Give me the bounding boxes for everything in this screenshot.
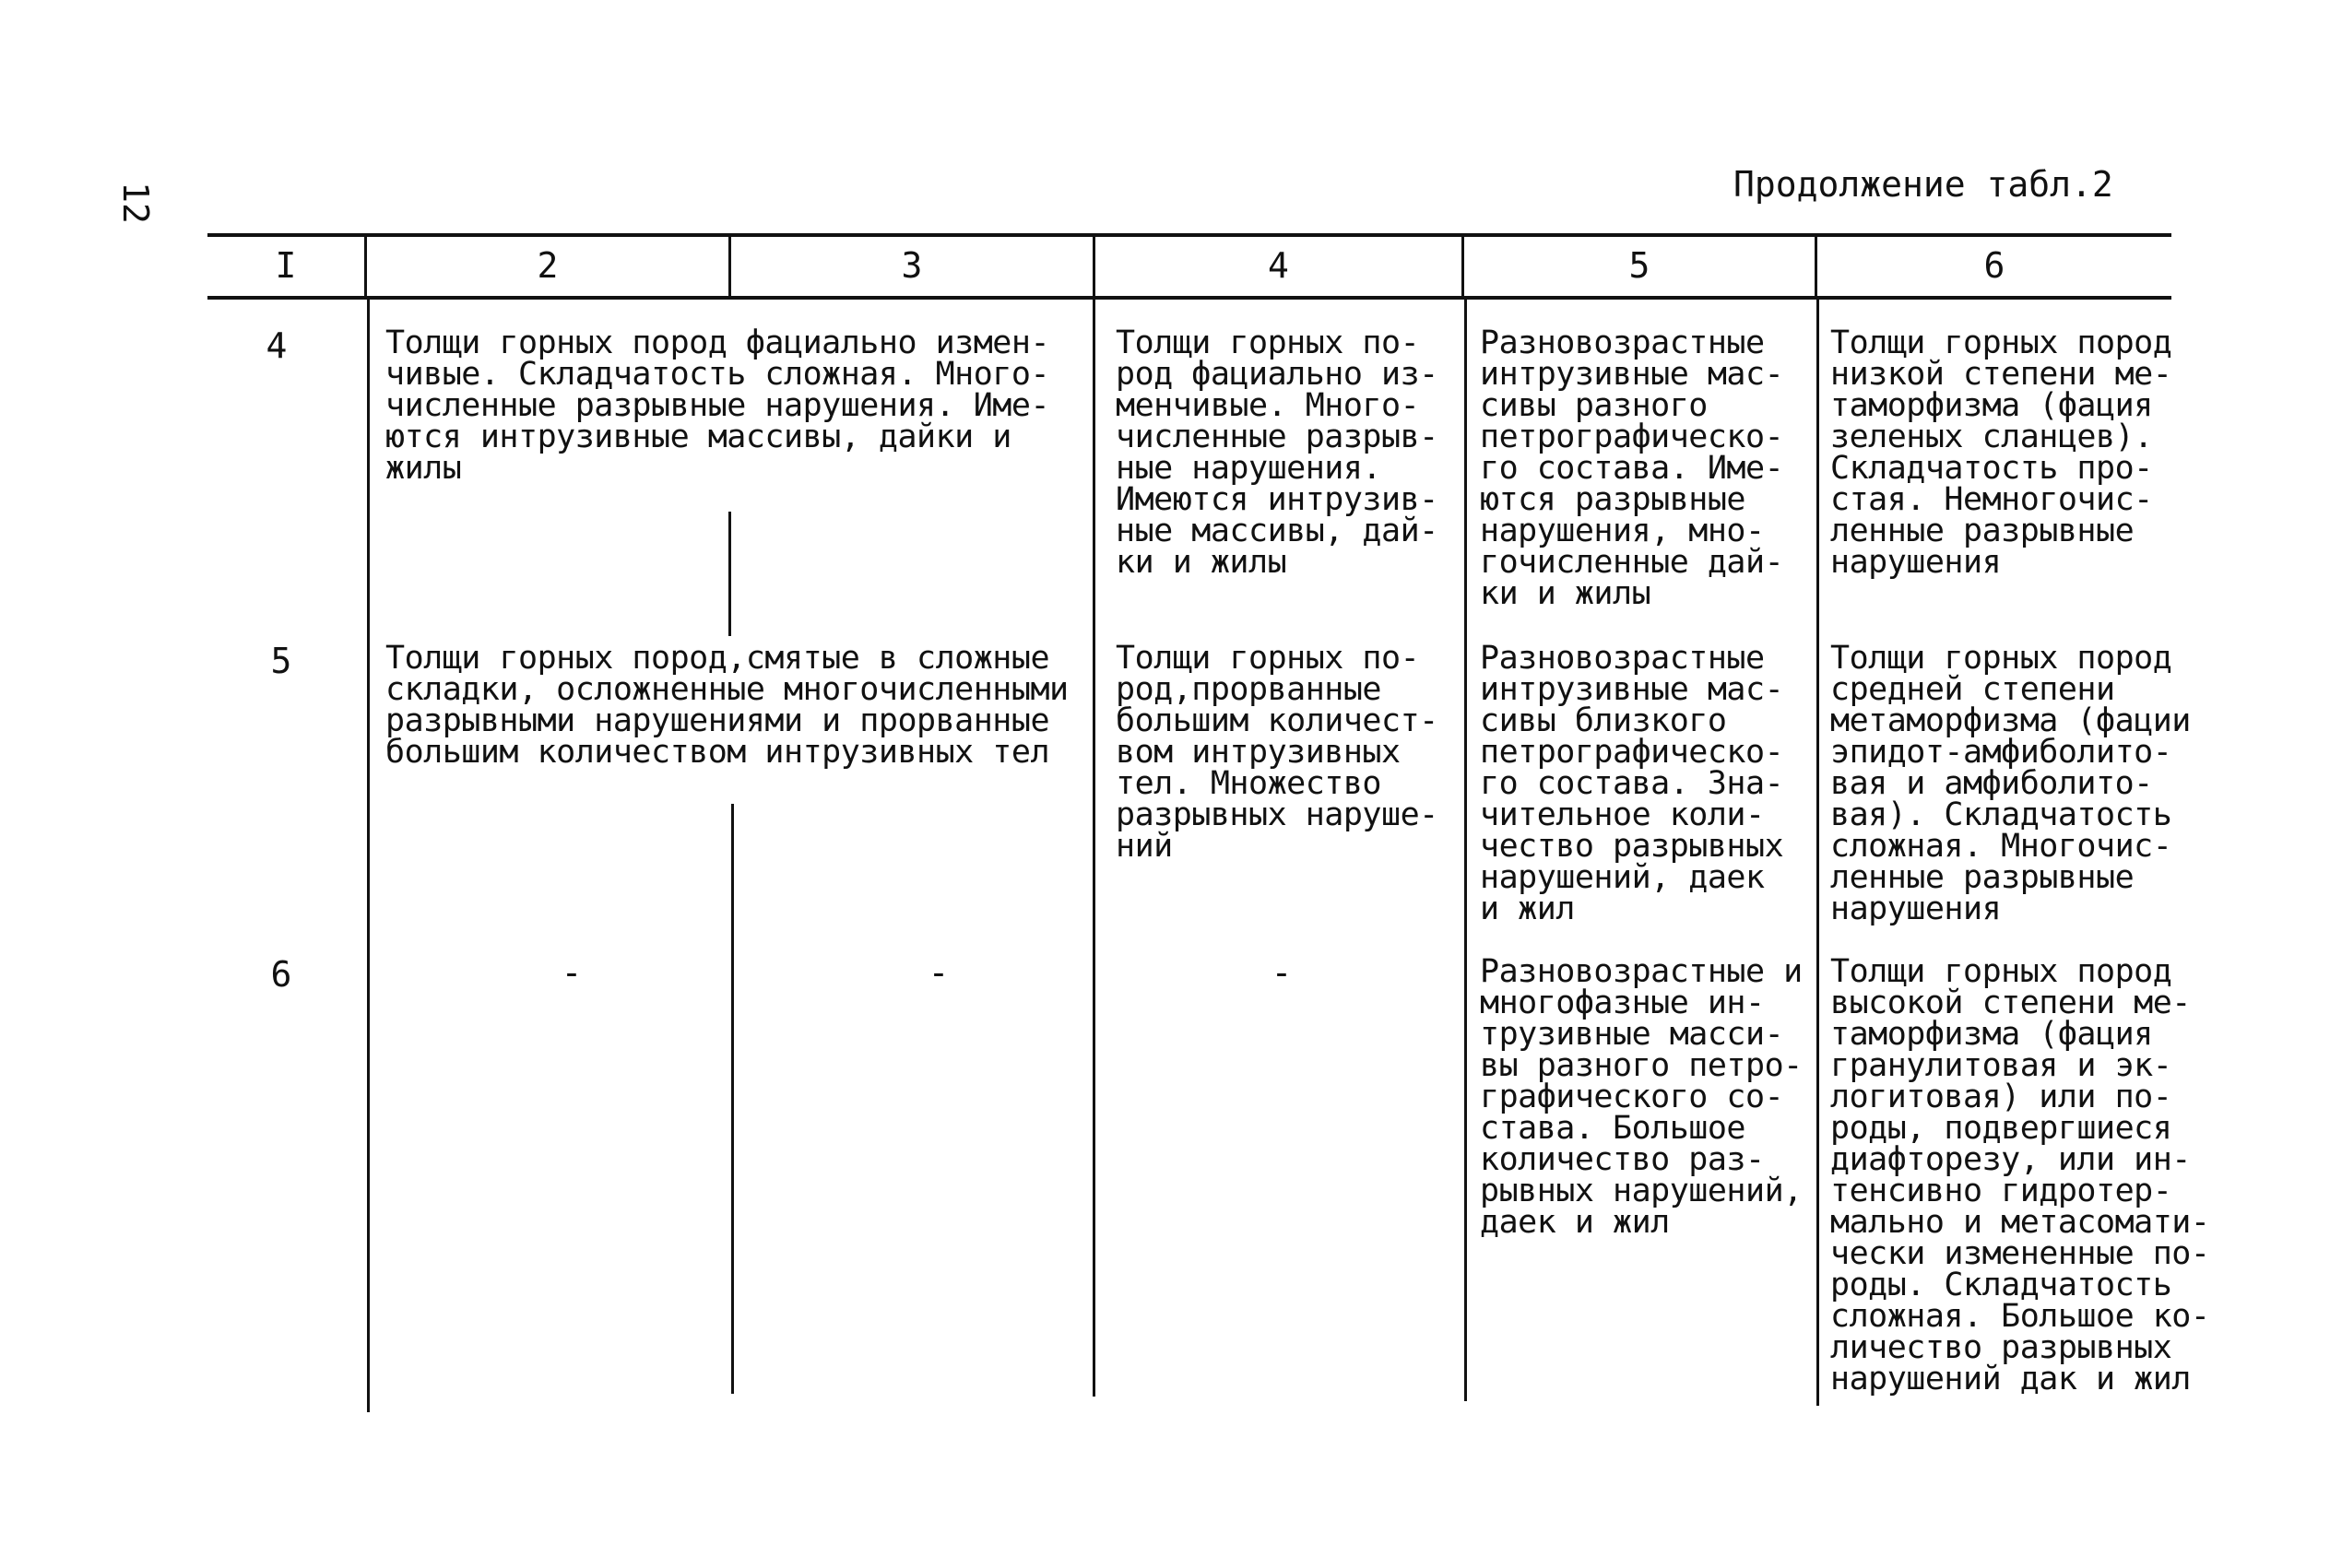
row-4-col-6-text: Толщи горных пород низкой степени ме- таморфизма (фация зеленых сланцев). Складчатость про- стая. Немногочис- ленные разрывные нарушения [1830,324,2172,581]
row-6-col-6-text: Толщи горных пород высокой степени ме- таморфизма (фация гранулитовая и эк- логитовая) или по- роды, подвергшиеся диафторезу, или ин- тенсивно гидротер- мально и метасомати- чески измененные по- роды. Складчатость сложная. Большое ко- личество разрывных нарушений дак и жил [1830,953,2210,1397]
row-5-col-4-text: Толщи горных по- род,прорванные большим количест- вом интрузивных тел. Множество разрывных наруше- ний [1116,640,1438,865]
row-5-col-5-text: Разновозрастные интрузивные мас- сивы близкого петрографическо- го состава. Зна- чительное коли- чество разрывных нарушений, даек и жил [1480,640,1784,927]
table-caption: Продолжение табл.2 [1733,164,2113,205]
row-6-col-3-dash: - [928,952,950,993]
row-4-col-2-3-text: Толщи горных пород фациально измен- чивые. Складчатость сложная. Много- численные разрывные нарушения. Име- ются интрузивные массивы, дайки и жилы [385,324,1050,487]
row-4-col-4-text: Толщи горных по- род фациально из- менчивые. Много- численные разрыв- ные нарушения. Имеются интрузив- ные массивы, дай- ки и жилы [1116,324,1438,581]
row-6-col-2-dash: - [561,952,583,993]
row-number: 5 [270,641,292,681]
body-divider-col6-left [1816,300,1819,1406]
header-bottom-rule [207,296,2171,300]
row-4-col-5-text: Разновозрастные интрузивные мас- сивы разного петрографическо- го состава. Име- ются разрывные нарушения, мно- гочисленные дай- ки и жилы [1480,324,1784,612]
row-5-col-6-text: Толщи горных пород средней степени метаморфизма (фации эпидот-амфиболито- вая и амфиболито- вая). Складчатость сложная. Многочис- ленные разрывные нарушения [1830,640,2191,927]
column-header-3: 3 [901,245,923,286]
row-6-col-4-dash: - [1271,952,1293,993]
body-divider-col3-segment-2 [731,804,734,1394]
column-header-6: 6 [1983,245,2005,286]
page-number: 12 [115,182,156,224]
row-6-col-5-text: Разновозрастные и многофазные ин- трузивные масси- вы разного петро- графического со- става. Большое количество раз- рывных нарушений, даек и жил [1480,953,1803,1241]
row-5-col-2-3-text: Толщи горных пород,смятые в сложные складки, осложненные многочисленными разрывными нарушениями и прорванные большим количеством интрузивных тел [385,640,1069,771]
body-divider-col3-segment-1 [728,512,731,636]
body-divider-col5-left [1464,300,1467,1401]
row-number: 6 [270,954,292,995]
column-header-2: 2 [537,245,559,286]
column-header-5: 5 [1628,245,1650,286]
body-divider-col4-left [1093,300,1095,1397]
body-divider-col2-left [367,300,370,1412]
column-header-4: 4 [1268,245,1289,286]
row-number: 4 [266,325,288,366]
table-top-rule [207,233,2171,237]
column-header-1: I [275,245,297,286]
